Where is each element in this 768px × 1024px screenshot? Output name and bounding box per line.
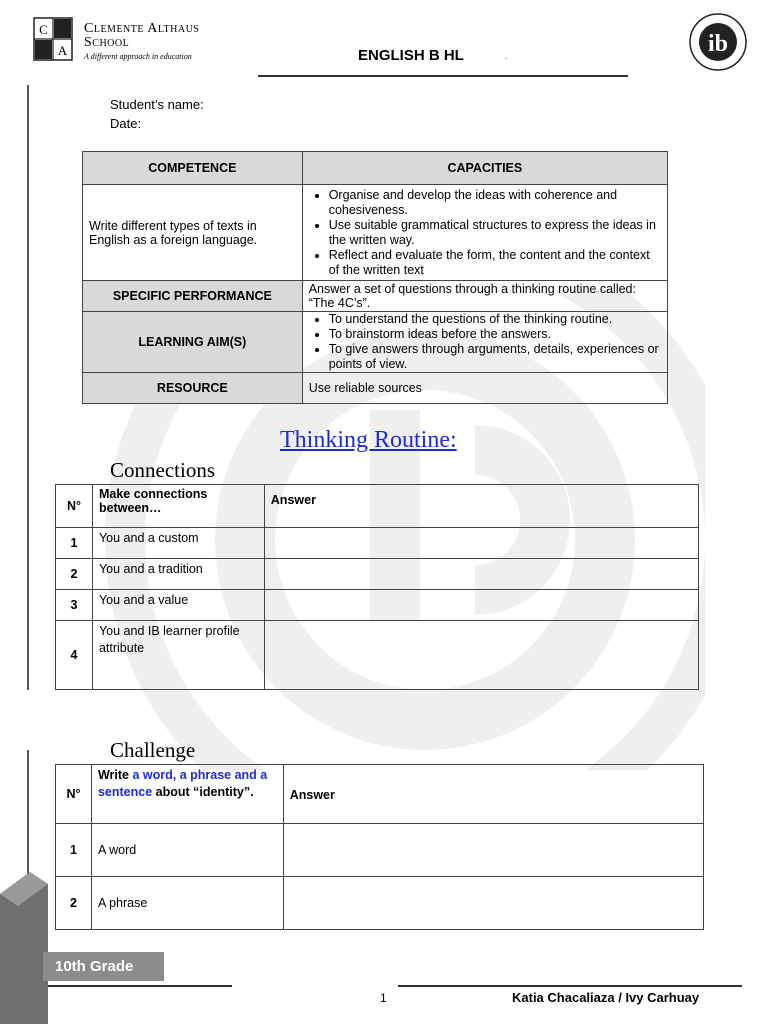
- row-number: 4: [56, 621, 93, 690]
- school-tagline: A different approach in education: [84, 52, 192, 61]
- specific-performance-text: Answer a set of questions through a thinking routine called: “The 4C’s”.: [302, 281, 667, 312]
- resource-label: RESOURCE: [83, 373, 303, 404]
- answer-cell[interactable]: [264, 590, 698, 621]
- specific-performance-label: SPECIFIC PERFORMANCE: [83, 281, 303, 312]
- footer-line-right: [398, 985, 742, 987]
- footer-corner-shape: [0, 872, 48, 1024]
- answer-cell[interactable]: [264, 559, 698, 590]
- table-row: [56, 621, 699, 690]
- capacity-item: • Use suitable grammatical structures to express the ideas in the written way.: [329, 218, 661, 248]
- row-number: 3: [56, 590, 93, 621]
- learning-aims-list: [309, 312, 661, 372]
- row-number: 2: [56, 877, 92, 930]
- challenge-answer-header: Answer: [283, 765, 703, 824]
- write-suffix: about “identity”.: [152, 785, 254, 799]
- connections-answer-header: Answer: [264, 485, 698, 528]
- capacity-item: • Organise and develop the ideas with coherence and cohesiveness.: [329, 188, 661, 218]
- row-prompt: You and a tradition: [92, 559, 264, 590]
- resource-row: [83, 373, 668, 404]
- course-dot: .: [505, 52, 508, 61]
- row-prompt: A word: [91, 824, 283, 877]
- table-row: [56, 528, 699, 559]
- capacities-header: CAPACITIES: [302, 152, 667, 185]
- answer-cell[interactable]: [283, 877, 703, 930]
- table-row: [56, 824, 704, 877]
- answer-cell[interactable]: [264, 528, 698, 559]
- learning-aim-item: • To give answers through arguments, details, experiences or points of view.: [329, 342, 661, 372]
- school-name-line2: School: [84, 35, 130, 50]
- row-prompt: You and IB learner profile attribute: [92, 621, 264, 690]
- competence-header-row: [83, 152, 668, 185]
- svg-text:ib: ib: [707, 31, 729, 57]
- competence-table: [82, 151, 668, 404]
- learning-aims-row: [83, 312, 668, 373]
- header-divider: [258, 75, 628, 77]
- write-highlight: a word, a phrase and a sentence: [97, 768, 268, 799]
- learning-aim-item: • To brainstorm ideas before the answers.: [329, 327, 661, 342]
- row-number: 1: [56, 528, 93, 559]
- grade-badge: 10th Grade: [43, 952, 164, 981]
- learning-aim-item: • To understand the questions of the thinking routine.: [329, 312, 661, 327]
- date-label: Date:: [110, 116, 142, 131]
- thinking-routine-title: Thinking Routine:: [280, 427, 457, 453]
- authors: Katia Chacaliaza / Ivy Carhuay: [512, 990, 700, 1005]
- learning-aims-label: LEARNING AIM(S): [83, 312, 303, 373]
- svg-text:C: C: [39, 22, 48, 37]
- challenge-title: Challenge: [110, 738, 196, 762]
- svg-text:A: A: [57, 43, 68, 58]
- specific-performance-row: [83, 281, 668, 312]
- table-row: [56, 559, 699, 590]
- competence-row: [83, 185, 668, 281]
- competence-text: Write different types of texts in English as a foreign language.: [83, 185, 303, 281]
- answer-cell[interactable]: [264, 621, 698, 690]
- challenge-write-header: [91, 765, 283, 824]
- write-prefix: Write: [97, 768, 133, 782]
- resource-text: Use reliable sources: [302, 373, 667, 404]
- challenge-table: [55, 764, 704, 930]
- row-prompt: A phrase: [91, 877, 283, 930]
- challenge-header-row: [56, 765, 704, 824]
- capacities-cell: [302, 185, 667, 281]
- capacities-list: [309, 188, 661, 278]
- left-margin-gap: [27, 690, 29, 750]
- table-row: [56, 590, 699, 621]
- competence-header: COMPETENCE: [83, 152, 303, 185]
- school-name: [84, 22, 199, 50]
- connections-num-header: N°: [56, 485, 93, 528]
- challenge-num-header: N°: [56, 765, 92, 824]
- row-prompt: You and a value: [92, 590, 264, 621]
- school-name-line1: Clemente Althaus: [84, 21, 200, 36]
- row-number: 2: [56, 559, 93, 590]
- row-prompt: You and a custom: [92, 528, 264, 559]
- course-title: ENGLISH B HL: [358, 47, 464, 64]
- table-row: [56, 877, 704, 930]
- connections-make-header: Make connections between…: [92, 485, 264, 528]
- footer-line-left: [48, 985, 232, 987]
- learning-aims-cell: [302, 312, 667, 373]
- answer-cell[interactable]: [283, 824, 703, 877]
- page-number: 1: [380, 991, 387, 1005]
- capacity-item: • Reflect and evaluate the form, the content and the context of the written text: [329, 248, 661, 278]
- ib-logo-icon: [688, 12, 748, 72]
- row-number: 1: [56, 824, 92, 877]
- connections-header-row: [56, 485, 699, 528]
- connections-table: [55, 484, 699, 690]
- connections-title: Connections: [110, 458, 215, 482]
- school-crest-icon: [30, 16, 76, 62]
- student-name-label: Student’s name:: [110, 97, 204, 112]
